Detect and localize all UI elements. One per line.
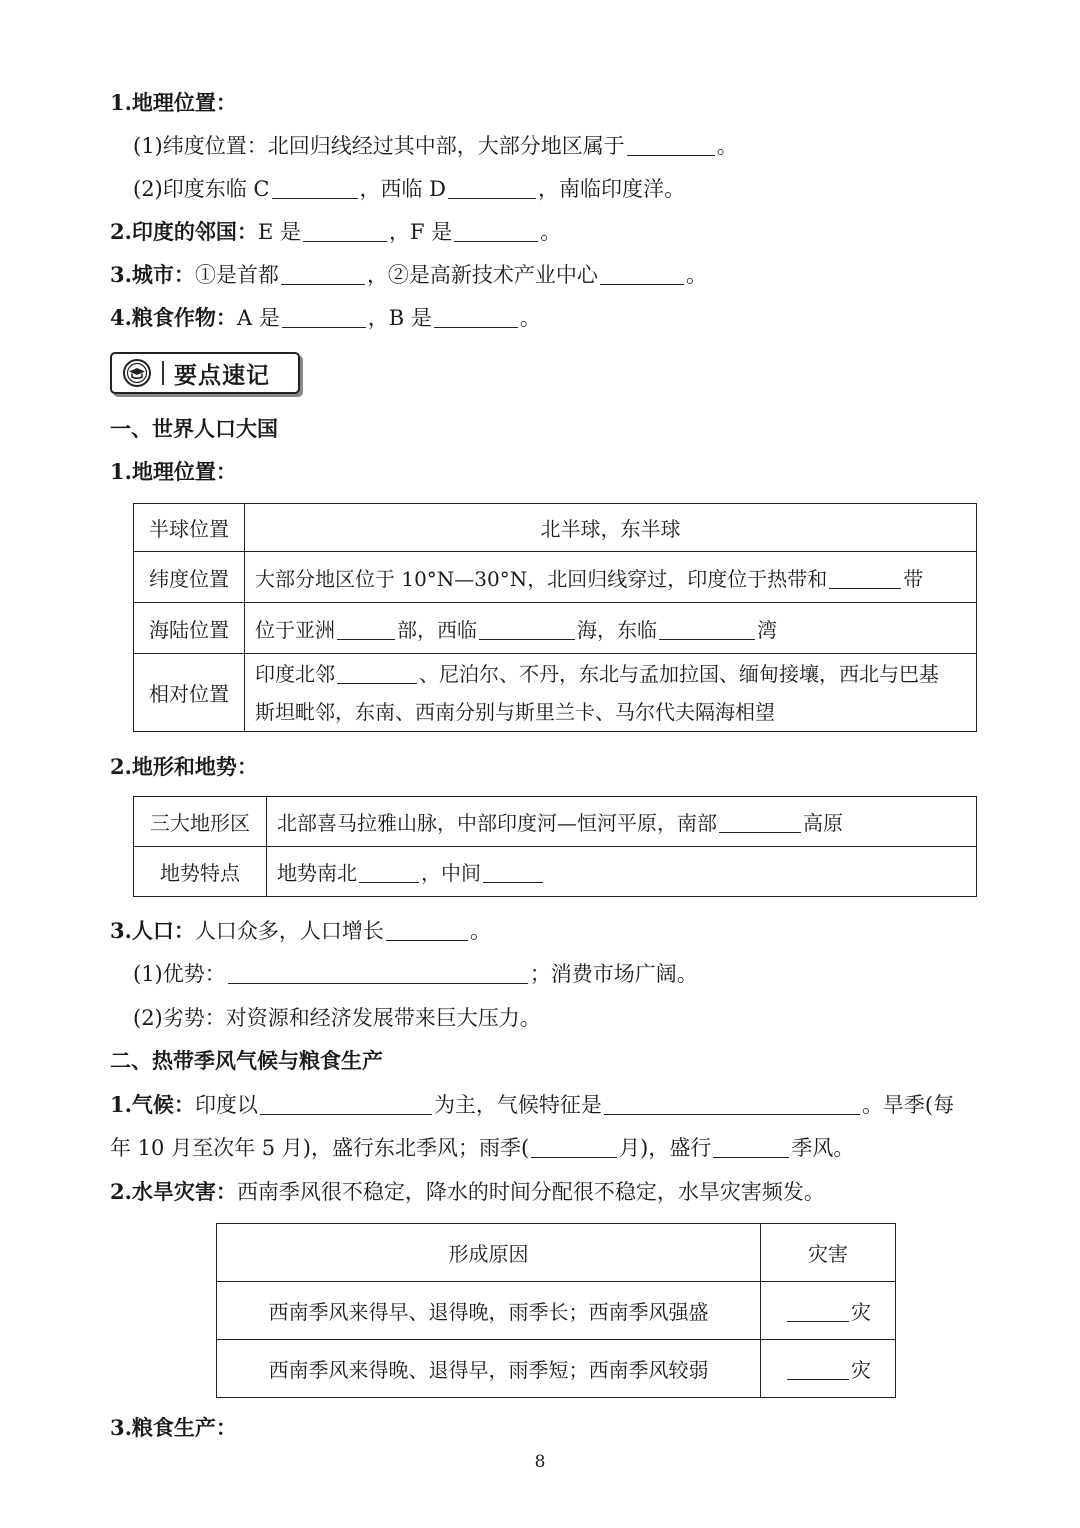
table-row [217,1224,896,1282]
table-row [134,603,977,654]
s2-p1-text-c: 。旱季(每 [861,1093,955,1117]
s1-p3-2-line [133,1003,541,1033]
answer-blank[interactable] [272,176,358,199]
s2-p3-line [110,1413,237,1443]
s1-p1-title: 1.地理位置： [110,459,237,484]
cell-text: 灾 [851,1300,871,1324]
table-cell: 西南季风来得晚、退得早，雨季短；西南季风较弱 [217,1340,761,1398]
s1-p3-end: 。 [469,919,491,943]
key-points-badge [110,352,300,394]
q1-1-end: 。 [716,134,738,158]
answer-blank[interactable] [282,305,366,328]
answer-blank[interactable] [829,566,901,589]
cell-text: 地势南北 [277,861,357,885]
table-label: 相对位置 [134,654,245,732]
s1-p3-1-end: ；消费市场广阔。 [529,962,698,986]
answer-blank[interactable] [787,1357,849,1380]
answer-blank[interactable] [531,1135,617,1158]
s2-p1-text-f: 季风。 [791,1136,855,1160]
answer-blank[interactable] [260,1092,432,1115]
answer-blank[interactable] [627,133,715,156]
answer-blank[interactable] [483,860,543,883]
answer-blank[interactable] [386,918,468,941]
cell-text: 灾 [851,1358,871,1382]
badge-label: 要点速记 [174,362,270,389]
table-row [134,654,977,732]
answer-blank[interactable] [281,262,365,285]
answer-blank[interactable] [713,1135,789,1158]
s2-p1-text-a: 印度以 [194,1093,258,1117]
q3-line [110,260,707,290]
table-row [134,552,977,603]
cell-text: 位于亚洲 [255,617,335,642]
s1-p2-line [110,752,258,782]
cell-text: 部，西临 [397,617,477,642]
q1-2-text-c: ，南临印度洋。 [538,177,686,201]
s2-p2-title: 2.水旱灾害： [110,1179,237,1204]
table-cell [761,1340,896,1398]
q1-1-text: (1)纬度位置：北回归线经过其中部，大部分地区属于 [133,134,625,158]
table-label: 海陆位置 [134,603,245,654]
cell-text: 北部喜马拉雅山脉，中部印度河—恒河平原，南部 [277,811,717,835]
answer-blank[interactable] [337,661,417,684]
q4-line [110,303,541,333]
s1-p1-line [110,457,237,487]
q4-text-a: A 是 [236,306,280,330]
table-cell [267,797,977,847]
table-row [134,847,977,897]
table-label: 地势特点 [134,847,267,897]
s2-p1-title: 1.气候： [110,1092,195,1117]
table-row [217,1282,896,1340]
s2-p2-line [110,1177,825,1207]
cell-text: 高原 [803,811,843,835]
table-cell [245,552,977,603]
q3-title: 3.城市： [110,262,195,287]
q3-text-b: ，②是高新技术产业中心 [366,263,598,287]
q2-text-a: E 是 [257,220,301,244]
s1-p3-1-line [133,959,698,989]
table-cell [245,654,977,732]
table-cell: 北半球，东半球 [245,504,977,552]
section-2-title-line [110,1046,383,1076]
answer-blank[interactable] [787,1299,849,1322]
q3-text-c: 。 [685,263,707,287]
geo-position-table [133,503,977,732]
section-1-title-line [110,414,278,444]
q3-text-a: ①是首都 [194,263,279,287]
table-row [134,504,977,552]
q1-2-line [133,174,685,204]
section-2-title: 二、热带季风气候与粮食生产 [110,1048,383,1073]
terrain-table [133,796,977,897]
cell-text: 带 [903,566,924,591]
answer-blank[interactable] [719,810,801,833]
answer-blank[interactable] [479,617,575,640]
s2-p3-title: 3.粮食生产： [110,1415,237,1440]
table-header: 形成原因 [217,1224,761,1282]
q1-2-text-a: (2)印度东临 C [133,177,270,201]
cell-text: 大部分地区位于 10°N—30°N，北回归线穿过，印度位于热带和 [255,566,828,591]
s1-p3-text: 人口众多，人口增长 [194,919,384,943]
cell-text: 海，东临 [577,617,657,642]
answer-blank[interactable] [454,219,538,242]
table-row [134,797,977,847]
s1-p3-2-text: (2)劣势：对资源和经济发展带来巨大压力。 [133,1006,541,1030]
s1-p2-title: 2.地形和地势： [110,754,258,779]
s1-p3-1-text: (1)优势： [133,962,226,986]
answer-blank[interactable] [448,176,536,199]
answer-blank[interactable] [604,1092,860,1115]
graduation-cap-icon [122,358,152,388]
table-label: 纬度位置 [134,552,245,603]
answer-blank[interactable] [600,262,684,285]
s1-p3-line [110,916,491,946]
cell-text: 、尼泊尔、不丹，东北与孟加拉国、缅甸接壤，西北与巴基 [419,661,939,686]
answer-blank[interactable] [359,860,419,883]
answer-blank[interactable] [303,219,387,242]
table-cell: 西南季风来得早、退得晚，雨季长；西南季风强盛 [217,1282,761,1340]
q1-title: 1.地理位置： [110,90,237,115]
flood-drought-table [216,1223,896,1398]
table-cell [267,847,977,897]
table-cell [761,1282,896,1340]
q4-text-b: ，B 是 [367,306,432,330]
cell-text: 斯坦毗邻，东南、西南分别与斯里兰卡、马尔代夫隔海相望 [255,699,775,724]
answer-blank[interactable] [228,961,528,984]
page-number: 8 [534,1452,546,1472]
q2-text-c: 。 [540,220,562,244]
q2-text-b: ，F 是 [388,220,453,244]
table-row [217,1340,896,1398]
table-label: 三大地形区 [134,797,267,847]
cell-text: 印度北邻 [255,661,335,686]
q1-1-line [133,131,738,161]
q4-title: 4.粮食作物： [110,305,237,330]
s2-p1-text-e: 月)，盛行 [619,1136,712,1160]
s2-p2-text: 西南季风很不稳定，降水的时间分配很不稳定，水旱灾害频发。 [236,1180,825,1204]
s2-p1-line [110,1090,954,1120]
section-1-title: 一、世界人口大国 [110,416,278,441]
s2-p1-text-d: 年 10 月至次年 5 月)，盛行东北季风；雨季( [110,1136,530,1160]
q1-2-text-b: ，西临 D [359,177,447,201]
s1-p3-title: 3.人口： [110,918,195,943]
q1-title-line [110,88,237,118]
q2-line [110,217,561,247]
badge-separator [162,361,164,385]
q4-text-c: 。 [519,306,541,330]
table-header: 灾害 [761,1224,896,1282]
cell-text: ，中间 [421,861,481,885]
answer-blank[interactable] [659,617,755,640]
answer-blank[interactable] [337,617,395,640]
s2-p1-text-b: 为主，气候特征是 [433,1093,602,1117]
s2-p1-line-2 [110,1133,854,1163]
table-cell [245,603,977,654]
answer-blank[interactable] [434,305,518,328]
q2-title: 2.印度的邻国： [110,219,258,244]
cell-text: 湾 [757,617,777,642]
table-label: 半球位置 [134,504,245,552]
